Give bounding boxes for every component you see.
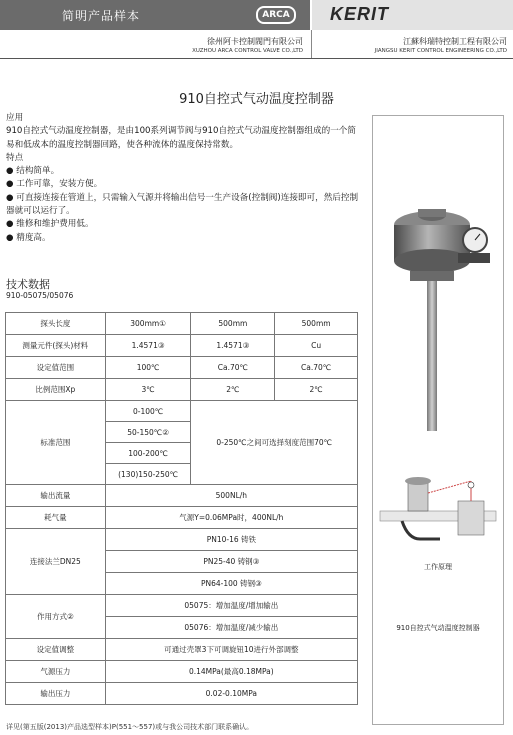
table-row: [6, 639, 358, 661]
product-caption: 910自控式气动温度控制器: [396, 624, 480, 632]
cell: 100℃: [105, 357, 191, 379]
spec-table: [5, 312, 358, 705]
cell: 气源Y=0.06MPa时，400NL/h: [105, 507, 357, 529]
row-label: 设定值调整: [6, 639, 106, 661]
company-right-cn: 江蘇科瑞特控制工程有限公司: [403, 37, 507, 46]
cell: 300mm①: [105, 313, 191, 335]
cell: 500mm: [275, 313, 358, 335]
cell: PN25-40 铸钢③: [105, 551, 357, 573]
page-title: 910自控式气动温度控制器: [179, 92, 334, 107]
table-row: [6, 661, 358, 683]
cell: 05075：增加温度/增加输出: [105, 595, 357, 617]
table-row: [6, 357, 358, 379]
table-row: [6, 335, 358, 357]
cell: 2℃: [275, 379, 358, 401]
header-title: 简明产品样本: [62, 9, 141, 23]
row-label: 设定值范围: [6, 357, 106, 379]
tech-data-heading: 技术数据: [6, 278, 50, 291]
row-label: 输出压力: [6, 683, 106, 705]
cell: 500mm: [191, 313, 275, 335]
cell: 0.14MPa(最高0.18MPa): [105, 661, 357, 683]
cell: 0-250℃之间可选择刻度范围70℃: [191, 401, 358, 485]
cell: 05076：增加温度/减少输出: [105, 617, 357, 639]
row-label: 测量元件(探头)材料: [6, 335, 106, 357]
table-row: [6, 379, 358, 401]
probe-rod: [427, 281, 437, 431]
cell: Ca.70℃: [191, 357, 275, 379]
company-left-en: XUZHOU ARCA CONTROL VALVE CO.,LTD: [192, 48, 303, 54]
cell: 1.4571③: [191, 335, 275, 357]
intro-section: [6, 112, 362, 245]
cell: Ca.70℃: [275, 357, 358, 379]
application-text: 910自控式气动温度控制器，是由100系列调节阀与910自控式气动温度控制器组成的一个简易和低成本的温度控制器回路，使各种流体的温度保持常数。: [6, 126, 356, 150]
cell: 2℃: [191, 379, 275, 401]
row-label: 连接法兰DN25: [6, 529, 106, 595]
table-row: [6, 401, 358, 422]
feature-item: ● 可直接连接在管道上，只需输入气源并将输出信号一生产设备(控制阀)连接即可，然后控制器就可以运行了。: [6, 192, 359, 217]
feature-item: ● 工作可靠，安装方便。: [6, 179, 103, 190]
row-label: 输出流量: [6, 485, 106, 507]
product-illustration: [372, 115, 504, 565]
cell: 可通过壳罩3下可调旋钮10进行外部调整: [105, 639, 357, 661]
cell: 1.4571③: [105, 335, 191, 357]
cell: 100-200℃: [105, 443, 191, 464]
working-principle-caption: 工作原理: [424, 563, 452, 571]
tech-model-number: 910-05075/05076: [6, 291, 74, 300]
table-row: [6, 485, 358, 507]
header-divider: [311, 30, 312, 58]
feature-item: ● 结构简单。: [6, 166, 60, 177]
table-row: [6, 683, 358, 705]
cell: PN10-16 铸铁: [105, 529, 357, 551]
table-row: [6, 313, 358, 335]
row-label: 作用方式②: [6, 595, 106, 639]
row-label: 气源压力: [6, 661, 106, 683]
company-right-en: JIANGSU KERIT CONTROL ENGINEERING CO.,LTD: [374, 48, 507, 54]
footnote: 详见(第五版(2013)产品选型样本)P(551～557)或与我公司技术部门联系确认。: [6, 723, 254, 731]
company-left-cn: 徐州阿卡控制閥門有限公司: [207, 37, 303, 46]
cell: 0.02-0.10MPa: [105, 683, 357, 705]
cell: 50-150℃②: [105, 422, 191, 443]
feature-item: ● 精度高。: [6, 232, 51, 243]
working-principle-diagram: [380, 477, 496, 539]
row-label: 探头长度: [6, 313, 106, 335]
table-row: [6, 529, 358, 551]
cell: (130)150-250℃: [105, 464, 191, 485]
table-row: [6, 595, 358, 617]
table-row: [6, 507, 358, 529]
header-rule: [0, 58, 513, 59]
row-label: 比例范围Xp: [6, 379, 106, 401]
application-heading: 应用: [6, 113, 24, 123]
row-label: 标准范围: [6, 401, 106, 485]
cell: Cu: [275, 335, 358, 357]
cell: 0-100℃: [105, 401, 191, 422]
row-label: 耗气量: [6, 507, 106, 529]
cell: 500NL/h: [105, 485, 357, 507]
arca-logo: ARCA: [256, 6, 296, 24]
feature-item: ● 维修和维护费用低。: [6, 219, 94, 230]
cell: PN64-100 铸钢③: [105, 573, 357, 595]
features-heading: 特点: [6, 152, 24, 163]
kerit-logo: KERIT: [330, 4, 389, 24]
cell: 3℃: [105, 379, 191, 401]
